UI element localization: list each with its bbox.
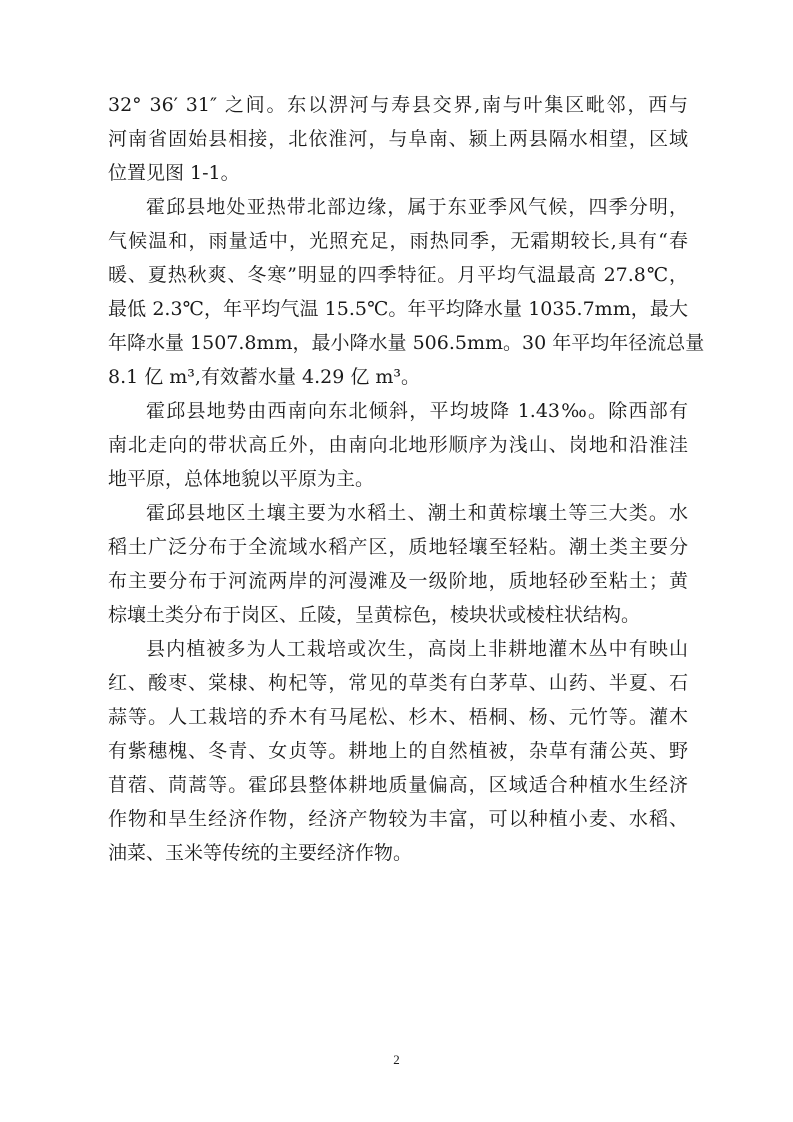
paragraph-line: 油菜、玉米等传统的主要经济作物。 (108, 842, 413, 864)
paragraph-line: 棕壤土类分布于岗区、丘陵，呈黄棕色，棱块状或棱柱状结构。 (108, 604, 641, 626)
paragraph-line: 最低 2.3℃，年平均气温 15.5℃。年平均降水量 1035.7mm，最大 (108, 298, 688, 320)
paragraph (108, 190, 705, 394)
paragraph-line: 作物和旱生经济作物，经济产物较为丰富，可以种植小麦、水稻、 (108, 808, 688, 830)
paragraph-line: 年降水量 1507.8mm，最小降水量 506.5mm。30 年平均年径流总量 (108, 332, 705, 354)
paragraph-line: 位置见图 1-1。 (108, 162, 240, 184)
paragraph-line: 地平原，总体地貌以平原为主。 (108, 468, 375, 490)
paragraph-line: 32° 36′ 31″ 之间。东以淠河与寿县交界,南与叶集区毗邻，西与 (108, 94, 688, 116)
paragraph-line: 苜蓿、茼蒿等。霍邱县整体耕地质量偏高，区域适合种植水生经济 (108, 774, 688, 796)
paragraph-line: 南北走向的带状高丘外，由南向北地形顺序为浅山、岗地和沿淮洼 (108, 434, 688, 456)
paragraph-line: 红、酸枣、棠棣、枸杞等，常见的草类有白茅草、山药、半夏、石 (108, 672, 688, 694)
paragraph-line: 暖、夏热秋爽、冬寒”明显的四季特征。月平均气温最高 27.8℃， (108, 264, 688, 286)
paragraph-line: 县内植被多为人工栽培或次生，高岗上非耕地灌木丛中有映山 (146, 638, 688, 660)
paragraph-line: 布主要分布于河流两岸的河漫滩及一级阶地，质地轻砂至粘土；黄 (108, 570, 688, 592)
paragraph-line: 霍邱县地区土壤主要为水稻土、潮土和黄棕壤土等三大类。水 (146, 502, 688, 524)
paragraph (108, 394, 688, 496)
paragraph (108, 496, 688, 632)
paragraph-line: 河南省固始县相接，北依淮河，与阜南、颍上两县隔水相望，区域 (108, 128, 688, 150)
paragraph-line: 蒜等。人工栽培的乔木有马尾松、杉木、梧桐、杨、元竹等。灌木 (108, 706, 688, 728)
paragraph-line: 有紫穗槐、冬青、女贞等。耕地上的自然植被，杂草有蒲公英、野 (108, 740, 688, 762)
paragraph-line: 霍邱县地处亚热带北部边缘，属于东亚季风气候，四季分明， (146, 196, 688, 218)
paragraph-line: 霍邱县地势由西南向东北倾斜，平均坡降 1.43‰。除西部有 (146, 400, 688, 422)
paragraph (108, 88, 688, 190)
document-body (108, 88, 705, 870)
paragraph-line: 气候温和，雨量适中，光照充足，雨热同季，无霜期较长,具有“春 (108, 230, 688, 252)
paragraph-line: 8.1 亿 m³,有效蓄水量 4.29 亿 m³。 (108, 366, 421, 388)
paragraph (108, 632, 688, 870)
page-number: 2 (393, 1052, 400, 1067)
paragraph-line: 稻土广泛分布于全流域水稻产区，质地轻壤至轻粘。潮土类主要分 (108, 536, 688, 558)
